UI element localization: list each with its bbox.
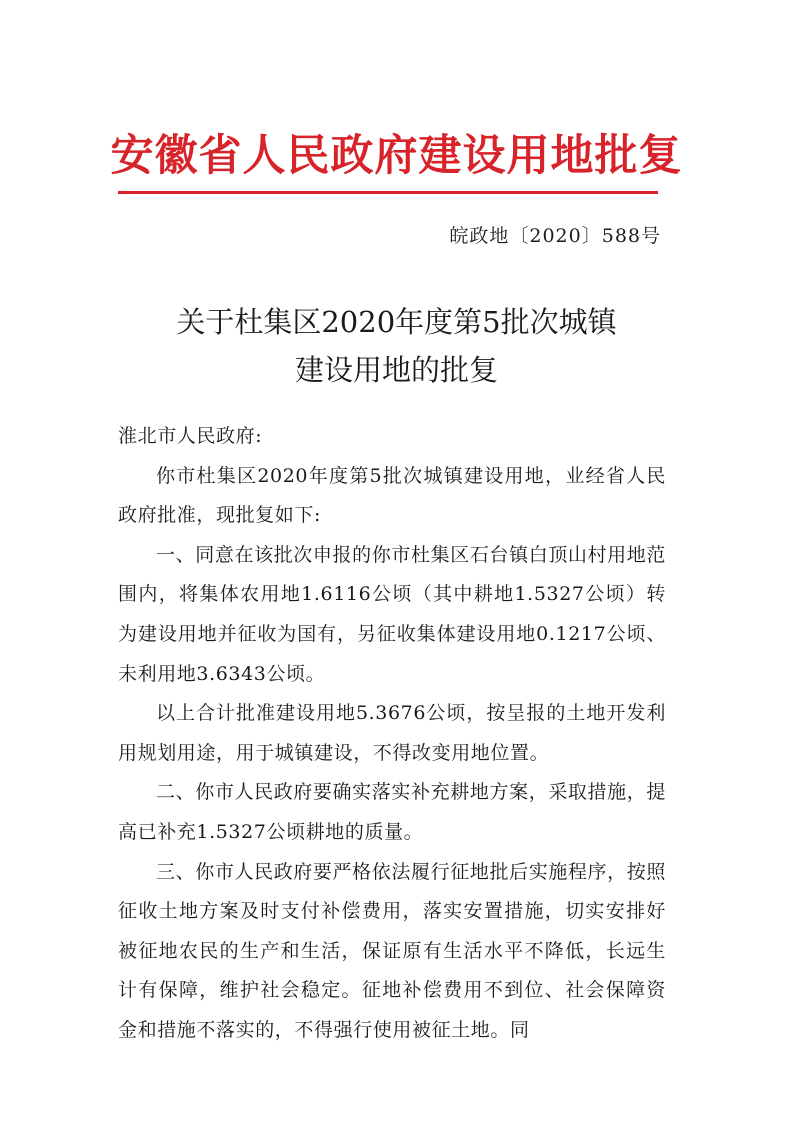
body-paragraph-item-2: 二、你市人民政府要确实落实补充耕地方案，采取措施，提高已补充1.5327公顷耕地的质量。 [118, 781, 666, 843]
document-heading-line-1: 关于杜集区2020年度第5批次城镇 [176, 305, 617, 339]
document-number: 皖政地〔2020〕588号 [449, 225, 661, 247]
document-body [118, 417, 666, 1051]
header-red-rule [118, 191, 658, 194]
body-paragraph-intro: 你市杜集区2020年度第5批次城镇建设用地，业经省人民政府批准，现批复如下: [118, 464, 666, 527]
body-paragraph-item-3: 三、你市人民政府要严格依法履行征地批后实施程序，按照征收土地方案及时支付补偿费用，落实安置措施，切实安排好被征地农民的生产和生活，保证原有生活水平不降低，长远生计有保障，维护社会稳定。征地补偿费用不到位、社会保障资金和措施不落实的，不得强行使用被征土地。同 [118, 860, 666, 1041]
document-heading-line-2: 建设用地的批复 [294, 353, 498, 387]
body-paragraph-total: 以上合计批准建设用地5.3676公顷，按呈报的土地开发利用规划用途，用于城镇建设，不得改变用地位置。 [118, 702, 666, 764]
salutation: 淮北市人民政府: [118, 425, 263, 447]
document-header-title: 安徽省人民政府建设用地批复 [110, 131, 683, 181]
body-paragraph-item-1: 一、同意在该批次申报的你市杜集区石台镇白顶山村用地范围内，将集体农用地1.6116公顷（其中耕地1.5327公顷）转为建设用地并征收为国有，另征收集体建设用地0.1217公顷、未利用地3.6343公顷。 [118, 543, 666, 685]
document-heading [0, 298, 793, 394]
